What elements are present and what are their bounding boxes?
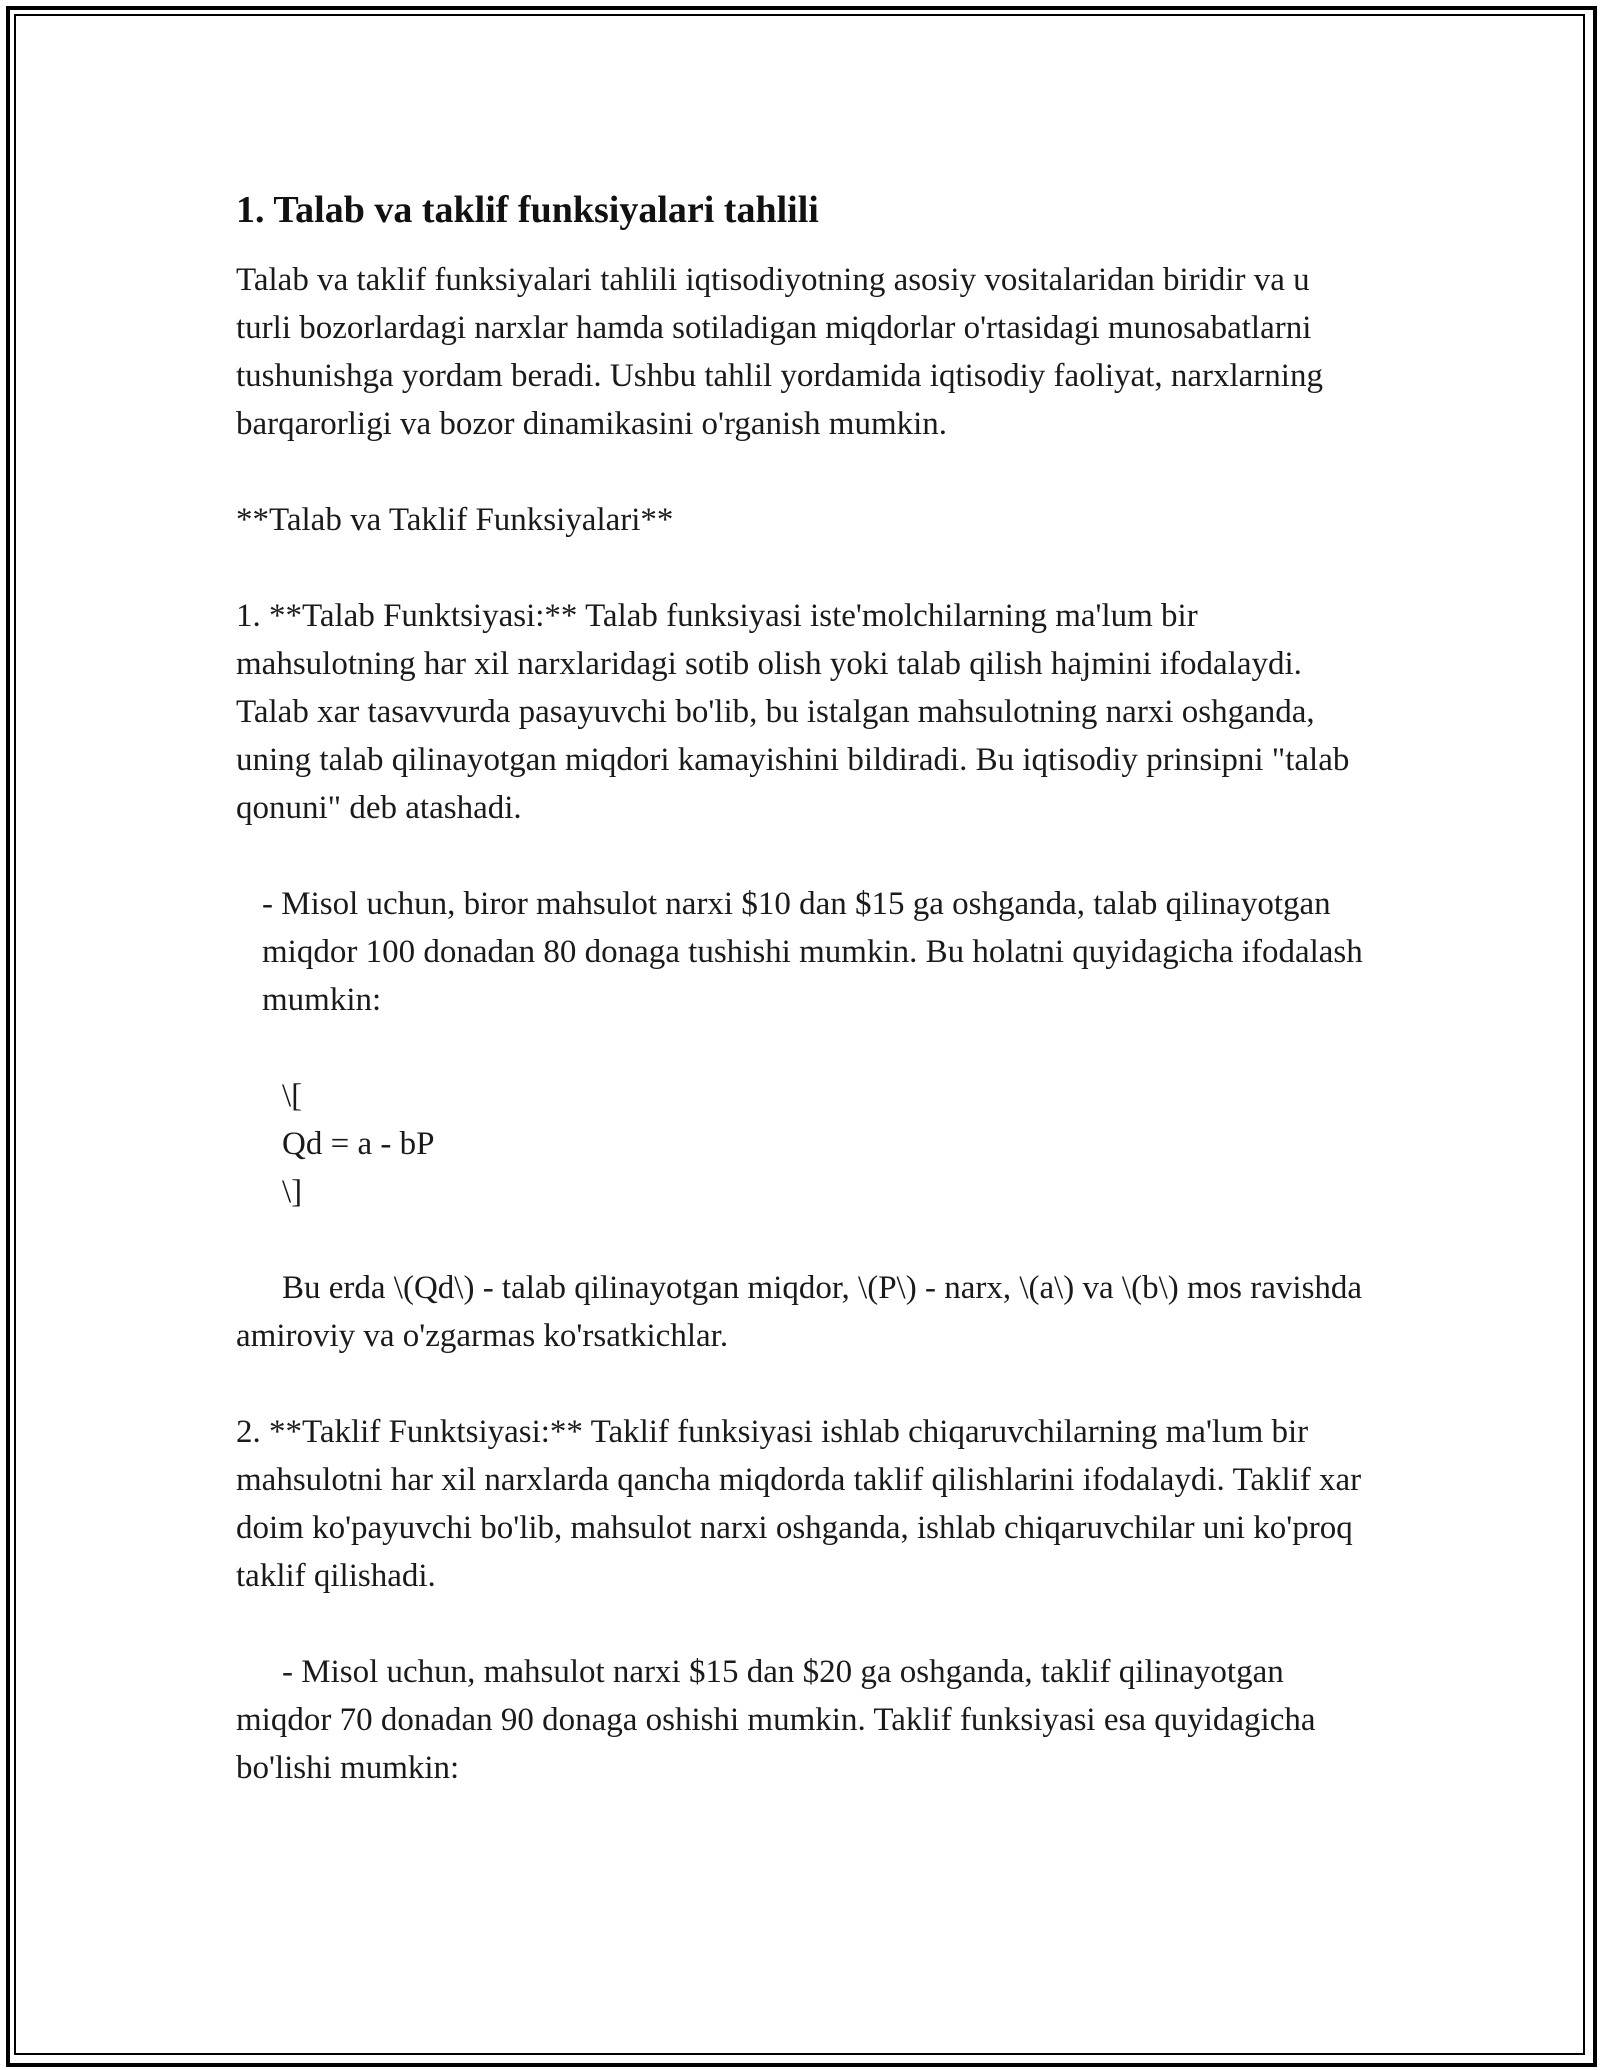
demand-formula-block [236, 1072, 1366, 1216]
supply-function-paragraph: 2. **Taklif Funktsiyasi:** Taklif funksiyasi ishlab chiqaruvchilarning ma'lum bir mahsulotni har xil narxlarda qancha miqdorda taklif qilishlarini ifodalaydi. Taklif xar doim ko'payuvchi bo'lib, mahsulot narxi oshganda, ishlab chiqaruvchilar uni ko'proq taklif qilishadi. [236, 1414, 1370, 1594]
page-title: 1. Talab va taklif funksiyalari tahlili [236, 189, 819, 231]
spacer [236, 832, 1366, 880]
intro-paragraph: Talab va taklif funksiyalari tahlili iqtisodiyotning asosiy vositalaridan biridir va u turli bozorlardagi narxlar hamda sotiladigan miqdorlar o'rtasidagi munosabatlarni tushunishga yordam beradi. Ushbu tahlil yordamida iqtisodiy faoliyat, narxlarning barqarorligi va bozor dinamikasini o'rganish mumkin. [236, 262, 1332, 442]
formula-explanation-text: Bu erda \(Qd\) - talab qilinayotgan miqdor, \(P\) - narx, \(a\) va \(b\) mos ravishda amiroviy va o'zgarmas ko'rsatkichlar. [236, 1270, 1371, 1354]
demand-example-paragraph: - Misol uchun, biror mahsulot narxi $10 dan $15 ga oshganda, talab qilinayotgan miqdor 100 donadan 80 donaga tushishi mumkin. Bu holatni quyidagicha ifodalash mumkin: [262, 886, 1372, 1018]
supply-example-paragraph [236, 1648, 1366, 1792]
spacer [236, 1360, 1366, 1408]
formula-open-delimiter: \[ [282, 1078, 303, 1114]
document-body [236, 186, 1372, 1792]
spacer [236, 1024, 1366, 1072]
section-subheading: **Talab va Taklif Funksiyalari** [236, 502, 674, 538]
spacer [236, 544, 1366, 592]
formula-close-delimiter: \] [282, 1174, 303, 1210]
demand-function-paragraph: 1. **Talab Funktsiyasi:** Talab funksiyasi iste'molchilarning ma'lum bir mahsulotning har xil narxlaridagi sotib olish yoki talab qilish hajmini ifodalaydi. Talab xar tasavvurda pasayuvchi bo'lib, bu istalgan mahsulotning narxi oshganda, uning talab qilinayotgan miqdori kamayishini bildiradi. Bu iqtisodiy prinsipni "talab qonuni" deb atashadi. [236, 598, 1358, 826]
spacer [236, 1216, 1366, 1264]
supply-example-text: - Misol uchun, mahsulot narxi $15 dan $20 ga oshganda, taklif qilinayotgan miqdor 70 donadan 90 donaga oshishi mumkin. Taklif funksiyasi esa quyidagicha bo'lishi mumkin: [236, 1654, 1324, 1786]
spacer [236, 448, 1366, 496]
demand-formula: Qd = a - bP [282, 1126, 435, 1162]
formula-explanation-paragraph [236, 1264, 1371, 1360]
spacer [236, 1600, 1366, 1648]
